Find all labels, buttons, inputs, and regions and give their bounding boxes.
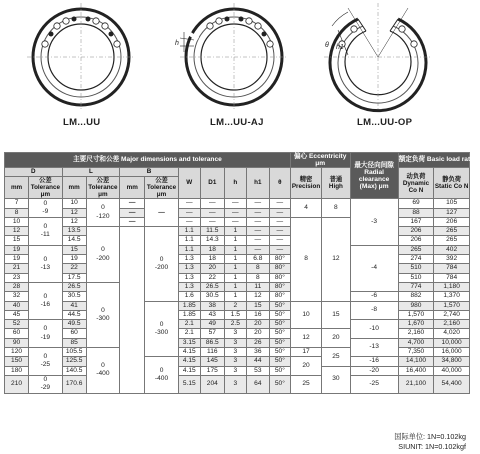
cell-d: 10 (5, 217, 29, 226)
header-b-tolerance: 公差 Tolerance μm (145, 177, 179, 199)
cell-h: 1 (224, 255, 246, 264)
header-b-mm: mm (120, 177, 145, 199)
cell-d: 7 (5, 199, 29, 208)
cell-theta: 50° (269, 357, 290, 366)
cell-clearance: -3 (350, 199, 398, 245)
cell-h1: — (246, 227, 269, 236)
table-row (5, 227, 470, 236)
cell-b-tolerance: 0 -300 (145, 301, 179, 357)
cell-precision: 8 (290, 217, 321, 301)
cell-h1: 8 (246, 273, 269, 282)
cell-h: 1 (224, 273, 246, 282)
cell-clearance: -13 (350, 338, 398, 357)
cell-d1: 26.5 (200, 282, 224, 291)
cell-theta: — (269, 227, 290, 236)
cell-dynamic-load: 980 (398, 301, 434, 310)
cell-h: 1 (224, 264, 246, 273)
cell-h1: 44 (246, 357, 269, 366)
cell-l: 10 (62, 199, 86, 208)
cell-theta: 80° (269, 282, 290, 291)
cell-l-tolerance: 0 -300 (86, 282, 120, 347)
cell-d1: 116 (200, 348, 224, 357)
cell-w: 5.15 (178, 375, 200, 393)
cell-b: — (120, 217, 145, 226)
cell-l: 22 (62, 264, 86, 273)
cell-theta: — (269, 245, 290, 254)
header-radial-clearance: 最大径向间隙 Radial clearance (Max) μm (350, 153, 398, 199)
cell-d1: — (200, 208, 224, 217)
cell-d-tolerance: 0 -13 (29, 245, 63, 282)
caption-lm-uu-op: LM...UU-OP (357, 117, 413, 128)
cell-high: 8 (322, 199, 350, 218)
cell-d: 21 (5, 264, 29, 273)
header-h: h (224, 168, 246, 199)
header-l-tolerance: 公差 Tolerance μm (86, 177, 120, 199)
cell-d1: 49 (200, 320, 224, 329)
cell-b: — (120, 199, 145, 208)
header-load-rating: 额定负荷 Basic load rating (398, 153, 469, 168)
cell-h: 3 (224, 338, 246, 347)
cell-static-load: 392 (434, 255, 470, 264)
cell-high: 20 (322, 329, 350, 348)
cell-h1: — (246, 208, 269, 217)
cell-dynamic-load: 69 (398, 199, 434, 208)
cell-l-tolerance: 0 -200 (86, 227, 120, 283)
cell-dynamic-load: 1,570 (398, 310, 434, 319)
cell-w: 1.3 (178, 273, 200, 282)
cell-l: 170.6 (62, 375, 86, 393)
cell-theta: 50° (269, 320, 290, 329)
cell-h: 3 (224, 357, 246, 366)
cell-precision: 20 (290, 357, 321, 376)
cell-dynamic-load: 265 (398, 245, 434, 254)
cell-w: 1.3 (178, 255, 200, 264)
cell-d1: 43 (200, 310, 224, 319)
cell-h1: — (246, 245, 269, 254)
cell-clearance: -8 (350, 301, 398, 320)
cell-b: — (120, 208, 145, 217)
cell-dynamic-load: 510 (398, 273, 434, 282)
cell-precision: 4 (290, 199, 321, 218)
cell-w: — (178, 199, 200, 208)
cell-theta: 50° (269, 338, 290, 347)
cell-static-load: 784 (434, 273, 470, 282)
cell-precision: 25 (290, 375, 321, 393)
cell-h1: — (246, 199, 269, 208)
cell-h: 1 (224, 227, 246, 236)
header-major-dimensions: 主要尺寸和公差 Major dimensions and tolerance (5, 153, 291, 168)
cell-static-load: 10,000 (434, 338, 470, 347)
header-l-mm: mm (62, 177, 86, 199)
cell-w: — (178, 208, 200, 217)
cell-h: 2.5 (224, 320, 246, 329)
cell-h: 2 (224, 301, 246, 310)
table-row (5, 375, 470, 393)
cell-h: 3 (224, 375, 246, 393)
cell-dynamic-load: 206 (398, 236, 434, 245)
cell-dynamic-load: 167 (398, 217, 434, 226)
dim-label-h: h (175, 40, 179, 47)
cell-d: 19 (5, 255, 29, 264)
cell-static-load: 127 (434, 208, 470, 217)
header-high: 普通 High (322, 168, 350, 199)
cell-h: — (224, 217, 246, 226)
table-row (5, 208, 470, 217)
header-eccentricity: 偏心 Eccentricity μm (290, 153, 350, 168)
cell-high: 15 (322, 301, 350, 329)
caption-lm-uu-aj: LM...UU-AJ (210, 117, 264, 128)
cell-w: 1.1 (178, 227, 200, 236)
cell-l: 41 (62, 301, 86, 310)
cell-d-tolerance: 0 -9 (29, 199, 63, 218)
cell-h1: 11 (246, 282, 269, 291)
cell-h: 3 (224, 329, 246, 338)
cell-d: 23 (5, 273, 29, 282)
cell-static-load: 206 (434, 217, 470, 226)
cell-l: 26.5 (62, 282, 86, 291)
cell-theta: 80° (269, 255, 290, 264)
cell-dynamic-load: 510 (398, 264, 434, 273)
cell-h1: 36 (246, 348, 269, 357)
cell-b-tolerance: 0 -200 (145, 227, 179, 301)
cell-w: 4.15 (178, 366, 200, 375)
table-row (5, 264, 470, 273)
header-d-tolerance: 公差 Tolerance μm (29, 177, 63, 199)
table-row (5, 329, 470, 338)
cell-h1: 6.8 (246, 255, 269, 264)
cell-theta: 50° (269, 301, 290, 310)
cell-d: 180 (5, 366, 29, 375)
bearing-drawing-uu-aj (172, 0, 290, 118)
cell-d: 90 (5, 338, 29, 347)
cell-h1: 15 (246, 301, 269, 310)
cell-high: 25 (322, 348, 350, 367)
cell-clearance: -20 (350, 366, 398, 375)
cell-d1: — (200, 217, 224, 226)
cell-dynamic-load: 882 (398, 292, 434, 301)
header-d-mm: mm (5, 177, 29, 199)
cell-d: 52 (5, 320, 29, 329)
cell-h1: 20 (246, 329, 269, 338)
cell-high: 30 (322, 366, 350, 393)
cell-theta: 50° (269, 329, 290, 338)
table-row (5, 338, 470, 347)
cell-l: 14.5 (62, 236, 86, 245)
cell-w: 2.1 (178, 329, 200, 338)
cell-theta: 50° (269, 310, 290, 319)
cell-d: 45 (5, 310, 29, 319)
cell-l: 140.5 (62, 366, 86, 375)
cell-w: 1.6 (178, 292, 200, 301)
spec-table-body (5, 199, 470, 393)
cell-l: 19 (62, 255, 86, 264)
cell-h1: 53 (246, 366, 269, 375)
table-row (5, 310, 470, 319)
cell-clearance: -6 (350, 292, 398, 301)
cell-b-tolerance: 0 -400 (145, 357, 179, 393)
table-row (5, 245, 470, 254)
cell-static-load: 4,020 (434, 329, 470, 338)
cell-l: 125.5 (62, 357, 86, 366)
cell-theta: 50° (269, 375, 290, 393)
cell-d: 40 (5, 301, 29, 310)
table-row (5, 292, 470, 301)
cell-static-load: 34,800 (434, 357, 470, 366)
cell-static-load: 2,740 (434, 310, 470, 319)
header-w: W (178, 168, 200, 199)
cell-w: 1.85 (178, 310, 200, 319)
footnote-si: SIUNIT: 1N=0.102kgf (398, 442, 466, 451)
cell-h1: 16 (246, 310, 269, 319)
cell-static-load: 265 (434, 236, 470, 245)
cell-theta: 80° (269, 264, 290, 273)
cell-static-load: 16,000 (434, 348, 470, 357)
cell-theta: 80° (269, 273, 290, 282)
header-precision: 精密 Precision (290, 168, 321, 199)
cell-d: 32 (5, 292, 29, 301)
cell-dynamic-load: 1,670 (398, 320, 434, 329)
cell-static-load: 105 (434, 199, 470, 208)
cell-b-tolerance: — (145, 199, 179, 227)
cell-h: 1 (224, 292, 246, 301)
cell-static-load: 1,370 (434, 292, 470, 301)
cell-dynamic-load: 774 (398, 282, 434, 291)
cell-d: 150 (5, 357, 29, 366)
cell-b (120, 227, 145, 393)
cell-w: 3.15 (178, 338, 200, 347)
cell-w: 1.3 (178, 264, 200, 273)
cell-h1: — (246, 217, 269, 226)
header-h1: h1 (246, 168, 269, 199)
table-row (5, 320, 470, 329)
cell-d1: 86.5 (200, 338, 224, 347)
cell-w: 4.15 (178, 357, 200, 366)
cell-static-load: 54,400 (434, 375, 470, 393)
cell-d1: 38 (200, 301, 224, 310)
cell-static-load: 265 (434, 227, 470, 236)
table-row (5, 282, 470, 291)
table-row (5, 357, 470, 366)
cell-h: 1 (224, 282, 246, 291)
cell-d1: 11.5 (200, 227, 224, 236)
cell-dynamic-load: 7,350 (398, 348, 434, 357)
cell-d: 15 (5, 236, 29, 245)
cell-precision: 10 (290, 301, 321, 329)
cell-theta: 50° (269, 348, 290, 357)
cell-static-load: 1,180 (434, 282, 470, 291)
cell-l: 44.5 (62, 310, 86, 319)
cell-l: 85 (62, 338, 86, 347)
cell-h: 3 (224, 366, 246, 375)
table-row (5, 217, 470, 226)
cell-l-tolerance: 0 -400 (86, 348, 120, 393)
cell-w: 4.15 (178, 348, 200, 357)
cell-theta: 80° (269, 292, 290, 301)
cell-d-tolerance: 0 -16 (29, 282, 63, 319)
bearing-drawings (0, 0, 474, 140)
cell-dynamic-load: 274 (398, 255, 434, 264)
angle-label-theta: θ (325, 42, 329, 49)
cell-w: 1.85 (178, 301, 200, 310)
cell-d: 210 (5, 375, 29, 393)
cell-clearance: -16 (350, 357, 398, 366)
cell-dynamic-load: 21,100 (398, 375, 434, 393)
cell-clearance: -4 (350, 245, 398, 291)
bearing-drawing-uu-op (318, 0, 442, 118)
cell-theta: 50° (269, 366, 290, 375)
cell-h: 1.5 (224, 310, 246, 319)
table-row (5, 199, 470, 208)
header-b: B (120, 168, 179, 177)
cell-d: 8 (5, 208, 29, 217)
cell-h1: 12 (246, 292, 269, 301)
caption-lm-uu: LM...UU (63, 117, 101, 128)
cell-high: 12 (322, 217, 350, 301)
cell-d1: 204 (200, 375, 224, 393)
cell-h1: 20 (246, 320, 269, 329)
table-row (5, 255, 470, 264)
cell-l: 17.5 (62, 273, 86, 282)
header-d1: D1 (200, 168, 224, 199)
cell-d1: 14.3 (200, 236, 224, 245)
cell-h1: — (246, 236, 269, 245)
cell-static-load: 1,570 (434, 301, 470, 310)
bearing-drawing-uu (22, 0, 140, 118)
header-d: D (5, 168, 63, 177)
cell-static-load: 2,160 (434, 320, 470, 329)
cell-static-load: 784 (434, 264, 470, 273)
table-row (5, 273, 470, 282)
cell-dynamic-load: 88 (398, 208, 434, 217)
cell-w: 2.1 (178, 320, 200, 329)
cell-d1: 20 (200, 264, 224, 273)
header-l: L (62, 168, 120, 177)
cell-d1: 145 (200, 357, 224, 366)
cell-dynamic-load: 16,400 (398, 366, 434, 375)
cell-d-tolerance: 0 -19 (29, 320, 63, 348)
spec-table (4, 152, 480, 394)
footnote-cn: 国际单位: 1N=0.102kg (394, 432, 466, 441)
cell-dynamic-load: 4,700 (398, 338, 434, 347)
cell-d: 120 (5, 348, 29, 357)
cell-h: 1 (224, 245, 246, 254)
header-dynamic: 动负荷 Dynamic Co N (398, 168, 434, 199)
table-row (5, 366, 470, 375)
cell-w: — (178, 217, 200, 226)
cell-static-load: 402 (434, 245, 470, 254)
cell-l: 12 (62, 208, 86, 217)
cell-d: 12 (5, 227, 29, 236)
cell-h: — (224, 199, 246, 208)
cell-dynamic-load: 14,100 (398, 357, 434, 366)
cell-l: 60 (62, 329, 86, 338)
cell-h: — (224, 208, 246, 217)
cell-l: 15 (62, 245, 86, 254)
cell-d-tolerance: 0 -29 (29, 375, 63, 393)
cell-d1: 30.5 (200, 292, 224, 301)
cell-dynamic-load: 2,160 (398, 329, 434, 338)
cell-d: 60 (5, 329, 29, 338)
cell-d1: 22 (200, 273, 224, 282)
table-row (5, 236, 470, 245)
cell-d1: — (200, 199, 224, 208)
cell-h1: 8 (246, 264, 269, 273)
cell-theta: — (269, 217, 290, 226)
cell-clearance: -25 (350, 375, 398, 393)
table-row (5, 301, 470, 310)
cell-d1: 57 (200, 329, 224, 338)
cell-d: 19 (5, 245, 29, 254)
table-row (5, 348, 470, 357)
cell-l: 13.5 (62, 227, 86, 236)
cell-d-tolerance: 0 -25 (29, 348, 63, 376)
cell-w: 1.3 (178, 282, 200, 291)
cell-l-tolerance: 0 -120 (86, 199, 120, 227)
cell-h1: 64 (246, 375, 269, 393)
cell-h: 1 (224, 236, 246, 245)
cell-dynamic-load: 206 (398, 227, 434, 236)
cell-d1: 18 (200, 255, 224, 264)
cell-l: 49.5 (62, 320, 86, 329)
cell-l: 105.5 (62, 348, 86, 357)
cell-d1: 175 (200, 366, 224, 375)
cell-w: 1.1 (178, 245, 200, 254)
cell-theta: — (269, 199, 290, 208)
cell-d-tolerance: 0 -11 (29, 217, 63, 245)
cell-precision: 12 (290, 329, 321, 348)
cell-h: 3 (224, 348, 246, 357)
cell-w: 1.1 (178, 236, 200, 245)
cell-h1: 26 (246, 338, 269, 347)
cell-static-load: 40,000 (434, 366, 470, 375)
cell-theta: — (269, 236, 290, 245)
cell-clearance: -10 (350, 320, 398, 339)
cell-d: 28 (5, 282, 29, 291)
cell-theta: — (269, 208, 290, 217)
cell-d1: 18 (200, 245, 224, 254)
cell-l: 30.5 (62, 292, 86, 301)
header-static: 静负荷 Static Co N (434, 168, 470, 199)
cell-precision: 17 (290, 348, 321, 357)
header-theta: θ (269, 168, 290, 199)
cell-l: 12 (62, 217, 86, 226)
dim-label-h1: h1 (336, 44, 344, 51)
